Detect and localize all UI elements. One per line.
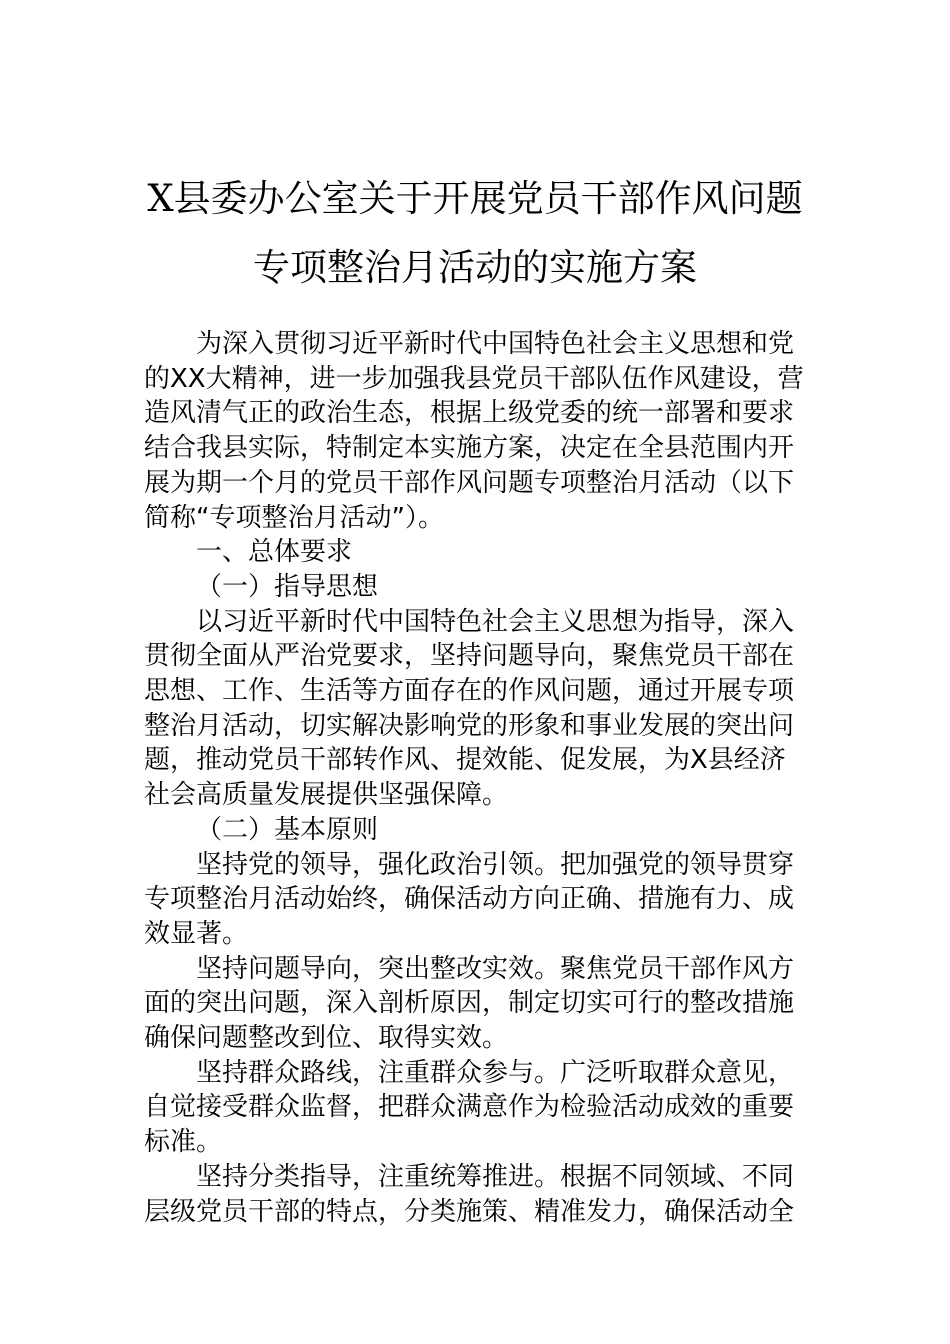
- body-line: 的XX大精神，进一步加强我县党员干部队伍作风建设，营: [144, 363, 804, 394]
- body-line: 思想、工作、生活等方面存在的作风问题，通过开展专项: [144, 676, 795, 707]
- body-line: 一、总体要求: [196, 537, 353, 568]
- body-line: 为深入贯彻习近平新时代中国特色社会主义思想和党: [196, 329, 795, 359]
- body-line: 题，推动党员干部转作风、提效能、促发展，为X县经济: [144, 745, 786, 776]
- body-line: （一）指导思想: [196, 571, 379, 602]
- body-line: 效显著。: [144, 918, 249, 949]
- body-line: （二）基本原则: [196, 814, 379, 845]
- body-line: 简称“专项整治月活动”）。: [144, 502, 444, 533]
- body-line: 以习近平新时代中国特色社会主义思想为指导，深入: [196, 606, 795, 637]
- body-line: 层级党员干部的特点，分类施策、精准发力，确保活动全: [144, 1196, 795, 1227]
- body-line: 坚持问题导向，突出整改实效。聚焦党员干部作风方: [196, 953, 795, 984]
- body-line: 坚持分类指导，注重统筹推进。根据不同领域、不同: [196, 1161, 795, 1192]
- body-line: 结合我县实际，特制定本实施方案，决定在全县范围内开: [144, 433, 795, 464]
- body-line: 展为期一个月的党员干部作风问题专项整治月活动（以下: [144, 467, 795, 498]
- body-line: 确保问题整改到位、取得实效。: [144, 1023, 509, 1054]
- body-line: 造风清气正的政治生态，根据上级党委的统一部署和要求: [144, 398, 795, 429]
- body-line: 面的突出问题，深入剖析原因，制定切实可行的整改措施: [144, 988, 795, 1019]
- body-line: 坚持群众路线，注重群众参与。广泛听取群众意见，: [196, 1057, 795, 1088]
- body-line: 社会高质量发展提供坚强保障。: [144, 780, 509, 811]
- document-body: [144, 327, 809, 1229]
- body-line: 坚持党的领导，强化政治引领。把加强党的领导贯穿: [196, 849, 795, 880]
- document-title-line2: 专项整治月活动的实施方案: [253, 246, 697, 289]
- document-title-line1: X县委办公室关于开展党员干部作风问题: [147, 177, 803, 220]
- body-line: 自觉接受群众监督，把群众满意作为检验活动成效的重要: [144, 1092, 795, 1123]
- body-line: 专项整治月活动始终，确保活动方向正确、措施有力、成: [144, 884, 795, 915]
- body-line: 贯彻全面从严治党要求，坚持问题导向，聚焦党员干部在: [144, 641, 795, 672]
- body-line: 整治月活动，切实解决影响党的形象和事业发展的突出问: [144, 710, 795, 741]
- body-line: 标准。: [144, 1127, 223, 1158]
